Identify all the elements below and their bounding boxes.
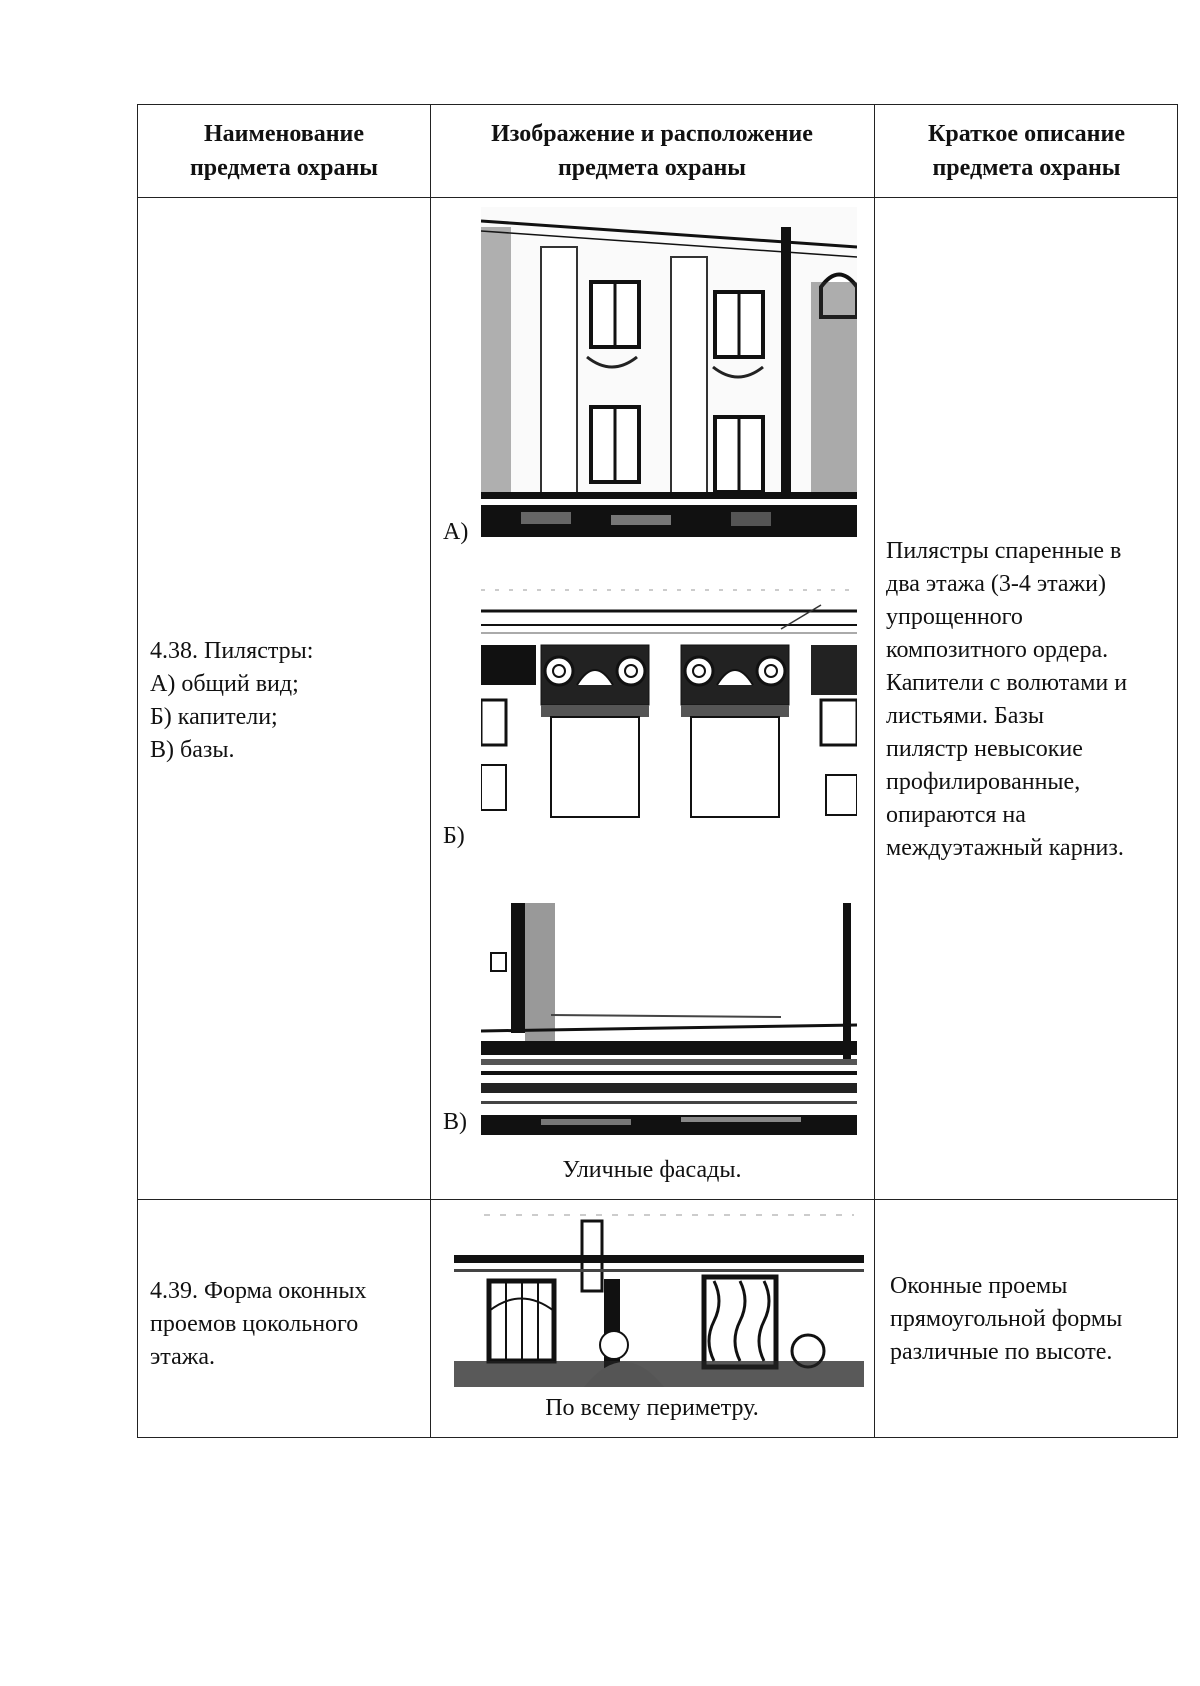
header-line: предмета охраны — [932, 155, 1121, 181]
row-439-description — [890, 1270, 1175, 1369]
header-line: предмета охраны — [557, 155, 747, 181]
protection-table — [137, 104, 1178, 1438]
header-divider — [138, 197, 1177, 198]
description-line: пилястр невысокие — [886, 736, 1083, 762]
photo-label-a: А) — [443, 519, 469, 545]
name-line: 4.38. Пилястры: — [150, 638, 314, 664]
description-line: междуэтажный карниз. — [886, 835, 1124, 861]
photo-basement-windows — [454, 1211, 864, 1387]
column-divider — [874, 105, 875, 1437]
row-438-description — [886, 535, 1176, 865]
photo-pilasters-bases — [481, 903, 857, 1135]
photo-pilasters-general — [481, 207, 857, 537]
photo-pilasters-capitals — [481, 585, 857, 825]
description-line: Капители с волютами и — [886, 670, 1128, 696]
row-439-caption: По всему периметру. — [545, 1395, 759, 1421]
header-name — [138, 105, 430, 197]
description-line: листьями. Базы — [886, 703, 1045, 729]
description-line: два этажа (3-4 этажи) — [886, 571, 1106, 597]
column-divider — [430, 105, 431, 1437]
row-divider — [138, 1199, 1177, 1200]
description-line: упрощенного — [886, 604, 1023, 630]
description-line: различные по высоте. — [890, 1339, 1113, 1365]
photo-label-b: Б) — [443, 823, 465, 849]
header-line: Краткое описание — [928, 121, 1125, 147]
description-line: композитного ордера. — [886, 637, 1109, 663]
name-line: 4.39. Форма оконных — [150, 1278, 367, 1304]
row-438-name — [150, 635, 425, 767]
description-line: Оконные проемы — [890, 1273, 1068, 1299]
description-line: Пилястры спаренные в — [886, 538, 1122, 564]
name-line: проемов цокольного — [150, 1311, 359, 1337]
name-line: Б) капители; — [150, 704, 278, 730]
description-line: профилированные, — [886, 769, 1081, 795]
name-line: этажа. — [150, 1344, 215, 1370]
header-line: Изображение и расположение — [491, 121, 813, 147]
photo-label-c: В) — [443, 1109, 467, 1135]
capital-right — [681, 645, 789, 817]
description-line: опираются на — [886, 802, 1026, 828]
header-line: предмета охраны — [189, 155, 379, 181]
name-line: А) общий вид; — [150, 671, 299, 697]
description-line: прямоугольной формы — [890, 1306, 1123, 1332]
row-439-name — [150, 1275, 425, 1374]
header-description — [874, 105, 1179, 197]
capital-left — [541, 645, 649, 817]
row-438-caption: Уличные фасады. — [562, 1157, 742, 1183]
header-image — [430, 105, 874, 197]
header-line: Наименование — [204, 121, 364, 147]
name-line: В) базы. — [150, 737, 235, 763]
